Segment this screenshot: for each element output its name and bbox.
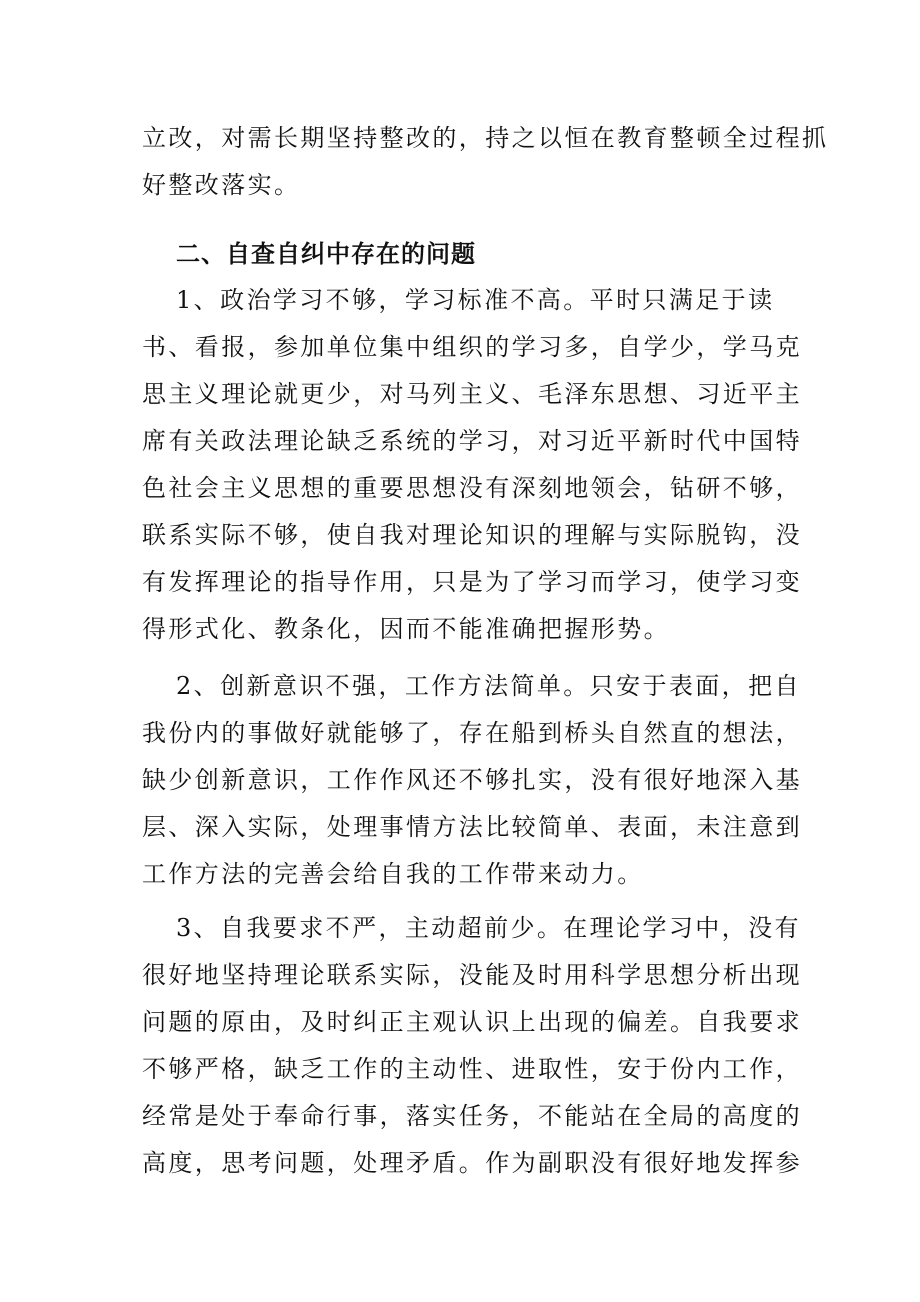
paragraph-2-line-3: 缺少创新意识，工作作风还不够扎实，没有很好地深入基: [142, 766, 802, 794]
paragraph-2-line-1: 2、创新意识不强，工作方法简单。只安于表面，把自: [176, 672, 801, 700]
paragraph-3-line-3: 问题的原由，及时纠正主观认识上出现的偏差。自我要求: [142, 1008, 802, 1036]
section-heading: 二、自查自纠中存在的问题: [176, 240, 476, 268]
paragraph-3-line-6: 高度，思考问题，处理矛盾。作为副职没有很好地发挥参: [142, 1149, 802, 1177]
paragraph-3-line-4: 不够严格，缺乏工作的主动性、进取性，安于份内工作，: [142, 1055, 802, 1083]
paragraph-3-line-5: 经常是处于奉命行事，落实任务，不能站在全局的高度的: [142, 1102, 802, 1130]
text-line-2: 好整改落实。: [142, 171, 301, 199]
paragraph-1-line-7: 有发挥理论的指导作用，只是为了学习而学习，使学习变: [142, 568, 802, 596]
paragraph-1-line-5: 色社会主义思想的重要思想没有深刻地领会，钻研不够，: [142, 474, 802, 502]
paragraph-3-line-2: 很好地坚持理论联系实际，没能及时用科学思想分析出现: [142, 961, 802, 989]
paragraph-1-line-2: 书、看报，参加单位集中组织的学习多，自学少，学马克: [142, 333, 802, 361]
paragraph-2-line-2: 我份内的事做好就能够了，存在船到桥头自然直的想法，: [142, 719, 802, 747]
paragraph-2-line-4: 层、深入实际，处理事情方法比较简单、表面，未注意到: [142, 813, 802, 841]
paragraph-1-line-4: 席有关政法理论缺乏系统的学习，对习近平新时代中国特: [142, 427, 802, 455]
paragraph-1-line-1: 1、政治学习不够，学习标准不高。平时只满足于读: [176, 286, 775, 314]
paragraph-2-line-5: 工作方法的完善会给自我的工作带来动力。: [142, 860, 644, 888]
paragraph-3-line-1: 3、自我要求不严，主动超前少。在理论学习中，没有: [176, 914, 801, 942]
text-line-1: 立改，对需长期坚持整改的，持之以恒在教育整顿全过程抓: [142, 124, 829, 152]
paragraph-1-line-6: 联系实际不够，使自我对理论知识的理解与实际脱钩，没: [142, 521, 802, 549]
paragraph-1-line-8: 得形式化、教条化，因而不能准确把握形势。: [142, 615, 670, 643]
paragraph-1-line-3: 思主义理论就更少，对马列主义、毛泽东思想、习近平主: [142, 380, 802, 408]
